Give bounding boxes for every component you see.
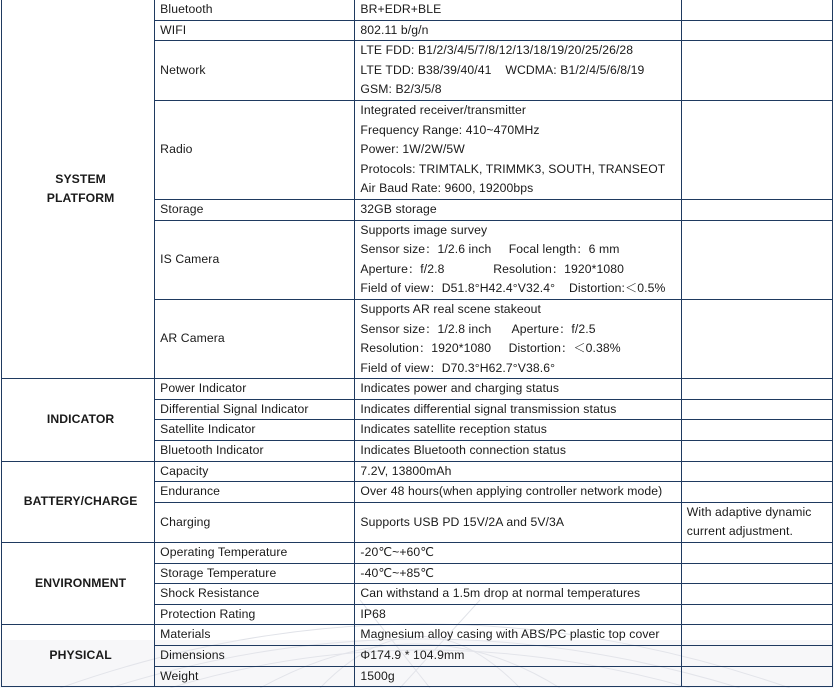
spec-value — [355, 543, 681, 564]
spec-value-line: Air Baud Rate: 9600, 19200bps — [360, 181, 534, 196]
spec-value — [355, 482, 681, 503]
spec-value — [355, 299, 681, 378]
spec-value-line: Sensor size：1/2.8 inch Aperture：f/2.5 — [360, 321, 596, 336]
table-row — [2, 543, 833, 564]
section-category — [2, 379, 155, 461]
spec-name: AR Camera — [155, 299, 355, 378]
spec-note — [681, 441, 832, 462]
spec-note — [681, 604, 832, 625]
spec-name: Power Indicator — [155, 379, 355, 400]
spec-value — [355, 20, 681, 41]
category-label: INDICATOR — [46, 412, 115, 427]
spec-value-line: 1500g — [360, 668, 395, 683]
spec-value — [355, 0, 681, 20]
spec-name: Storage Temperature — [155, 563, 355, 584]
spec-name: Protection Rating — [155, 604, 355, 625]
spec-table-body — [2, 0, 833, 687]
spec-value-line: Field of view：D51.8°H42.4°V32.4° Distortion:＜0.5% — [360, 281, 666, 296]
spec-name: Materials — [155, 625, 355, 646]
spec-note — [681, 41, 832, 101]
spec-note — [681, 482, 832, 503]
spec-value-line: LTE FDD: B1/2/3/4/5/7/8/12/13/18/19/20/25/26/28 — [360, 43, 634, 58]
spec-value — [355, 441, 681, 462]
spec-value-line: -40℃~+85℃ — [360, 565, 435, 580]
spec-value-line: Frequency Range: 410~470MHz — [360, 122, 540, 137]
section-category — [2, 543, 155, 625]
spec-value-line: Indicates Bluetooth connection status — [360, 443, 567, 458]
spec-value-line: Supports AR real scene stakeout — [360, 301, 542, 316]
spec-note — [681, 646, 832, 667]
category-label: ENVIRONMENT — [35, 575, 127, 590]
spec-note — [681, 100, 832, 199]
spec-note — [681, 563, 832, 584]
spec-name: Dimensions — [155, 646, 355, 667]
spec-name: WIFI — [155, 20, 355, 41]
spec-value-line: LTE TDD: B38/39/40/41 WCDMA: B1/2/4/5/6/8/19 — [360, 62, 645, 77]
spec-value — [355, 399, 681, 420]
spec-note — [681, 20, 832, 41]
spec-note — [681, 199, 832, 220]
spec-name: Network — [155, 41, 355, 101]
spec-value — [355, 199, 681, 220]
spec-value-line: Magnesium alloy casing with ABS/PC plastic top cover — [360, 627, 660, 642]
spec-note — [681, 220, 832, 299]
spec-name: Storage — [155, 199, 355, 220]
spec-value-line: 7.2V, 13800mAh — [360, 463, 452, 478]
spec-name: Operating Temperature — [155, 543, 355, 564]
section-category — [2, 461, 155, 542]
spec-value-line: Over 48 hours(when applying controller network mode) — [360, 484, 663, 499]
spec-value-line: Indicates satellite reception status — [360, 422, 547, 437]
spec-note — [681, 584, 832, 605]
spec-value-line: Indicates differential signal transmission status — [360, 401, 617, 416]
spec-value-line: 32GB storage — [360, 201, 437, 216]
table-row — [2, 625, 833, 646]
spec-name: Bluetooth — [155, 0, 355, 20]
spec-value — [355, 666, 681, 687]
spec-value — [355, 420, 681, 441]
spec-name: Charging — [155, 502, 355, 542]
spec-name: IS Camera — [155, 220, 355, 299]
spec-value-line: Field of view：D70.3°H62.7°V38.6° — [360, 360, 556, 375]
spec-value-line: Can withstand a 1.5m drop at normal temperatures — [360, 586, 641, 601]
spec-value-line: Resolution：1920*1080 Distortion：＜0.38% — [360, 341, 621, 356]
table-row — [2, 461, 833, 482]
spec-value-line: Φ174.9 * 104.9mm — [360, 648, 465, 662]
spec-value — [355, 41, 681, 101]
spec-name: Satellite Indicator — [155, 420, 355, 441]
spec-name: Endurance — [155, 482, 355, 503]
spec-value-line: Aperture：f/2.8 Resolution：1920*1080 — [360, 261, 624, 276]
spec-value — [355, 584, 681, 605]
spec-note — [681, 666, 832, 687]
spec-note — [681, 399, 832, 420]
spec-note — [681, 299, 832, 378]
spec-name: Bluetooth Indicator — [155, 441, 355, 462]
spec-value — [355, 502, 681, 542]
spec-value-line: Power: 1W/2W/5W — [360, 142, 465, 157]
spec-value-line: Supports image survey — [360, 222, 488, 237]
spec-value-line: 802.11 b/g/n — [360, 22, 429, 37]
spec-note — [681, 543, 832, 564]
spec-value-line: IP68 — [360, 606, 386, 621]
spec-value — [355, 220, 681, 299]
spec-value — [355, 461, 681, 482]
spec-name: Shock Resistance — [155, 584, 355, 605]
spec-table — [1, 0, 833, 687]
spec-value-line: Protocols: TRIMTALK, TRIMMK3, SOUTH, TRANSEOT — [360, 161, 666, 176]
spec-value — [355, 646, 681, 667]
spec-note-line: current adjustment. — [686, 524, 794, 539]
spec-name: Differential Signal Indicator — [155, 399, 355, 420]
spec-value — [355, 100, 681, 199]
spec-note — [681, 379, 832, 400]
spec-value-line: BR+EDR+BLE — [360, 2, 442, 16]
spec-value — [355, 379, 681, 400]
spec-value — [355, 625, 681, 646]
spec-note-line: With adaptive dynamic — [686, 504, 812, 519]
spec-value-line: Integrated receiver/transmitter — [360, 102, 527, 117]
table-row — [2, 0, 833, 20]
spec-note — [681, 625, 832, 646]
category-label: PHYSICAL — [49, 648, 112, 662]
spec-note — [681, 461, 832, 482]
spec-value-line: GSM: B2/3/5/8 — [360, 82, 442, 97]
spec-name: Radio — [155, 100, 355, 199]
spec-value-line: Indicates power and charging status — [360, 381, 560, 396]
category-label: SYSTEM — [55, 171, 106, 186]
spec-value-line: Sensor size：1/2.6 inch Focal length：6 mm — [360, 242, 620, 257]
spec-name: Weight — [155, 666, 355, 687]
spec-value-line: -20℃~+60℃ — [360, 545, 435, 560]
spec-note — [681, 0, 832, 20]
spec-name: Capacity — [155, 461, 355, 482]
table-row — [2, 379, 833, 400]
spec-value — [355, 563, 681, 584]
spec-note — [681, 502, 832, 542]
section-category — [2, 0, 155, 379]
spec-note — [681, 420, 832, 441]
spec-value-line: Supports USB PD 15V/2A and 5V/3A — [360, 514, 565, 529]
category-label: BATTERY/CHARGE — [23, 494, 138, 509]
spec-value — [355, 604, 681, 625]
category-label: PLATFORM — [46, 191, 115, 206]
section-category — [2, 625, 155, 687]
